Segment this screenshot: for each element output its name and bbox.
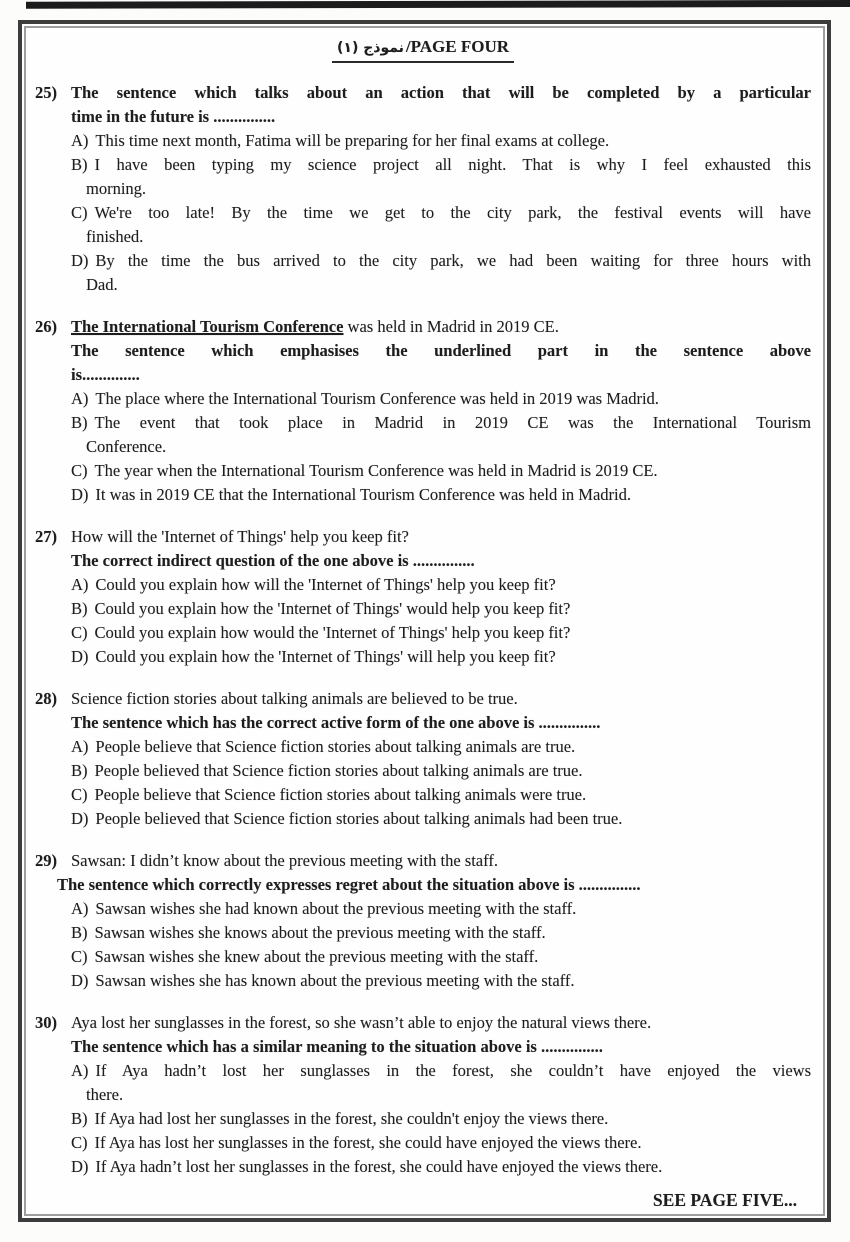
- option-text: Sawsan wishes she has known about the previous meeting with the staff.: [95, 971, 575, 990]
- option-text: I have been typing my science project all night. That is why I feel exhausted this: [94, 155, 811, 174]
- question-30: [35, 1011, 811, 1179]
- option-text: Could you explain how the 'Internet of Things' would help you keep fit?: [94, 599, 571, 618]
- option-row-c: [71, 621, 811, 645]
- page-title-english: /PAGE FOUR: [405, 37, 510, 56]
- question-instruction: The sentence which correctly expresses regret about the situation above is ...............: [57, 875, 641, 894]
- question-number: 29): [35, 851, 57, 870]
- option-text: By the time the bus arrived to the city park, we had been waiting for three hours with: [95, 251, 811, 270]
- option-row-d: [71, 645, 811, 669]
- question-number: 25): [35, 83, 57, 102]
- option-label: B): [71, 599, 88, 618]
- option-label: B): [71, 923, 88, 942]
- option-row-c: [71, 459, 811, 483]
- option-label: D): [71, 485, 89, 504]
- option-text: It was in 2019 CE that the International Tourism Conference was held in Madrid.: [95, 485, 632, 504]
- instruction-line-2: is..............: [71, 365, 140, 384]
- option-row-a: [71, 129, 811, 153]
- option-label: C): [71, 203, 88, 222]
- option-row-a: [71, 387, 811, 411]
- question-instruction: The sentence which has the correct active form of the one above is ...............: [71, 713, 601, 732]
- option-text: Sawsan wishes she knew about the previous meeting with the staff.: [94, 947, 539, 966]
- option-row-b: [71, 759, 811, 783]
- option-row-b: [71, 411, 811, 459]
- option-row-c: [71, 201, 811, 249]
- option-row-d: [71, 1155, 811, 1179]
- page-frame: [18, 20, 831, 1222]
- option-text: We're too late! By the time we get to the city park, the festival events will have: [94, 203, 811, 222]
- question-instruction: The sentence which has a similar meaning to the situation above is ...............: [71, 1037, 603, 1056]
- question-number: 30): [35, 1013, 57, 1032]
- option-row-b: [71, 597, 811, 621]
- option-row-a: [71, 573, 811, 597]
- option-text-continued: Conference.: [86, 437, 167, 456]
- option-row-b: [71, 921, 811, 945]
- question-27: [35, 525, 811, 669]
- option-row-d: [71, 249, 811, 297]
- question-number: 27): [35, 527, 57, 546]
- option-text: People believe that Science fiction stories about talking animals are true.: [95, 737, 576, 756]
- option-text: People believe that Science fiction stories about talking animals were true.: [94, 785, 587, 804]
- option-label: B): [71, 155, 88, 174]
- option-row-c: [71, 783, 811, 807]
- page-title-underline: [332, 36, 514, 63]
- option-text: The year when the International Tourism Conference was held in Madrid is 2019 CE.: [94, 461, 658, 480]
- intro-rest: was held in Madrid in 2019 CE.: [343, 317, 559, 336]
- page-title-arabic: نموذج (١): [336, 40, 404, 56]
- option-label: A): [71, 899, 89, 918]
- question-28: [35, 687, 811, 831]
- option-text: People believed that Science fiction stories about talking animals had been true.: [95, 809, 623, 828]
- question-intro: Aya lost her sunglasses in the forest, so she wasn’t able to enjoy the natural views there.: [71, 1013, 652, 1032]
- option-text: The event that took place in Madrid in 2019 CE was the International Tourism: [94, 413, 811, 432]
- question-intro: Sawsan: I didn’t know about the previous meeting with the staff.: [71, 851, 498, 870]
- option-text: Could you explain how would the 'Internet of Things' help you keep fit?: [94, 623, 571, 642]
- question-stem: [71, 81, 811, 129]
- option-text: If Aya hadn’t lost her sunglasses in the forest, she couldn’t have enjoyed the views: [95, 1061, 811, 1080]
- option-text: This time next month, Fatima will be preparing for her final exams at college.: [95, 131, 610, 150]
- option-text: If Aya has lost her sunglasses in the forest, she could have enjoyed the views there.: [94, 1133, 642, 1152]
- question-26: [35, 315, 811, 507]
- option-row-d: [71, 969, 811, 993]
- option-label: B): [71, 413, 88, 432]
- option-label: A): [71, 131, 89, 150]
- intro-underlined-part: The International Tourism Conference: [71, 317, 344, 336]
- question-25: [35, 81, 811, 297]
- option-text: Sawsan wishes she knows about the previous meeting with the staff.: [94, 923, 546, 942]
- option-label: B): [71, 761, 88, 780]
- option-text-continued: finished.: [86, 227, 144, 246]
- option-text-continued: morning.: [86, 179, 147, 198]
- option-label: D): [71, 251, 89, 270]
- option-label: C): [71, 947, 88, 966]
- option-text: If Aya had lost her sunglasses in the forest, she couldn't enjoy the views there.: [94, 1109, 609, 1128]
- question-instruction: The correct indirect question of the one above is ...............: [71, 551, 475, 570]
- option-label: D): [71, 647, 89, 666]
- option-text-continued: there.: [86, 1085, 124, 1104]
- option-row-b: [71, 153, 811, 201]
- footer-see-next-page: SEE PAGE FIVE...: [652, 1190, 797, 1210]
- option-row-c: [71, 945, 811, 969]
- option-label: D): [71, 971, 89, 990]
- option-label: B): [71, 1109, 88, 1128]
- option-row-d: [71, 483, 811, 507]
- option-label: A): [71, 575, 89, 594]
- page-title: [35, 36, 811, 63]
- option-row-b: [71, 1107, 811, 1131]
- question-number: 26): [35, 317, 57, 336]
- question-29: [35, 849, 811, 993]
- option-label: D): [71, 809, 89, 828]
- option-label: A): [71, 737, 89, 756]
- instruction-line-1: The sentence which emphasises the underlined part in the sentence above: [71, 341, 811, 360]
- question-intro: [71, 315, 811, 339]
- option-label: C): [71, 785, 88, 804]
- option-row-c: [71, 1131, 811, 1155]
- option-text: Could you explain how the 'Internet of Things' will help you keep fit?: [95, 647, 556, 666]
- option-text: Could you explain how will the 'Internet of Things' help you keep fit?: [95, 575, 556, 594]
- question-instruction: [71, 339, 811, 387]
- option-label: C): [71, 461, 88, 480]
- option-text-continued: Dad.: [86, 275, 118, 294]
- option-label: C): [71, 1133, 88, 1152]
- option-label: A): [71, 389, 89, 408]
- option-text: The place where the International Tourism Conference was held in 2019 was Madrid.: [95, 389, 659, 408]
- scan-artifact-top-edge: [26, 0, 850, 9]
- option-text: Sawsan wishes she had known about the previous meeting with the staff.: [95, 899, 577, 918]
- option-row-a: [71, 735, 811, 759]
- question-intro: Science fiction stories about talking animals are believed to be true.: [71, 689, 518, 708]
- stem-line-2: time in the future is ...............: [71, 107, 276, 126]
- question-intro: How will the 'Internet of Things' help you keep fit?: [71, 527, 409, 546]
- option-row-d: [71, 807, 811, 831]
- option-row-a: [71, 1059, 811, 1107]
- option-label: A): [71, 1061, 89, 1080]
- option-text: If Aya hadn’t lost her sunglasses in the forest, she could have enjoyed the views there.: [95, 1157, 663, 1176]
- option-row-a: [71, 897, 811, 921]
- question-number: 28): [35, 689, 57, 708]
- option-label: D): [71, 1157, 89, 1176]
- stem-line-1: The sentence which talks about an action that will be completed by a particular: [71, 83, 811, 102]
- option-label: C): [71, 623, 88, 642]
- option-text: People believed that Science fiction stories about talking animals are true.: [94, 761, 583, 780]
